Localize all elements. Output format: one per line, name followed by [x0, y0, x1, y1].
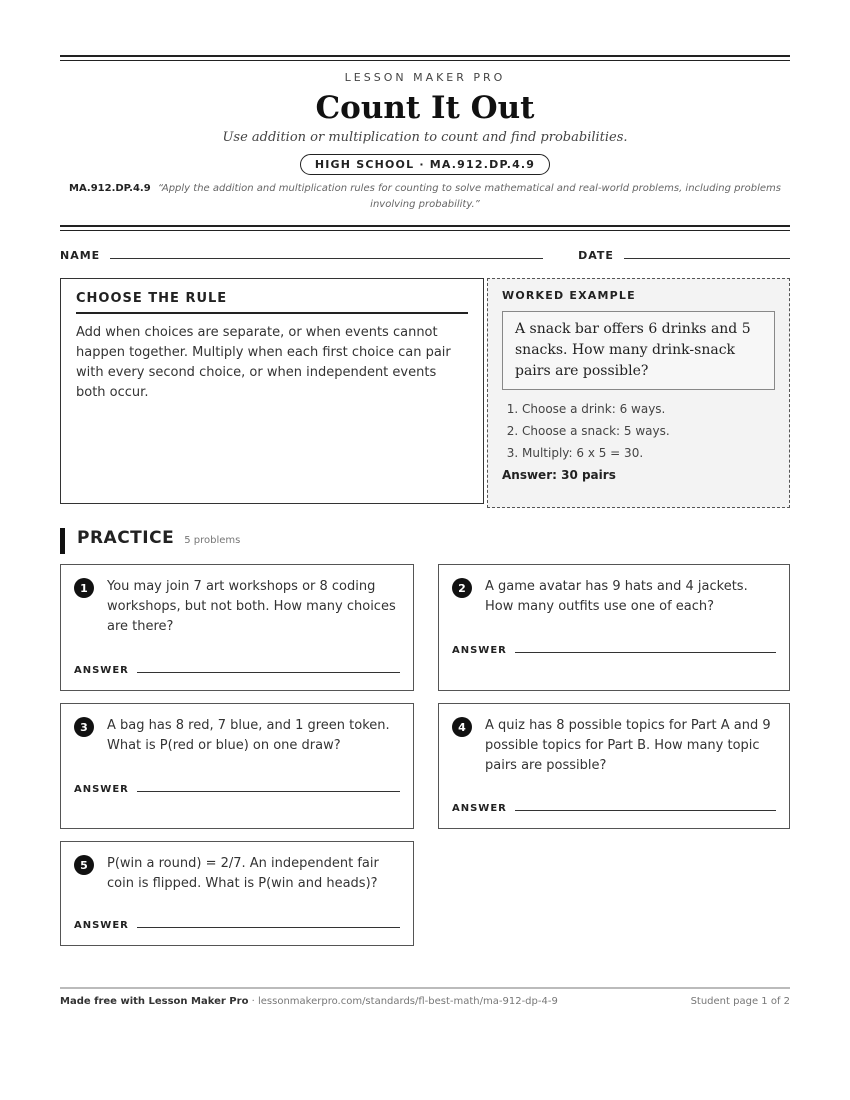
worked-example-step: 1. Choose a drink: 6 ways. [522, 398, 775, 420]
problem-card-5 [60, 841, 414, 946]
practice-grid [60, 564, 790, 964]
answer-label: ANSWER [74, 920, 129, 931]
problem-number: 5 [74, 855, 94, 875]
problem-text: A bag has 8 red, 7 blue, and 1 green token. What is P(red or blue) on one draw? [107, 718, 390, 753]
standard-code: MA.912.DP.4.9 [69, 183, 151, 194]
worked-example-step: 2. Choose a snack: 5 ways. [522, 420, 775, 442]
worked-example-title: WORKED EXAMPLE [502, 289, 636, 302]
worked-example-problem: A snack bar offers 6 drinks and 5 snacks. How many drink-snack pairs are possible? [502, 311, 775, 390]
brand-name: LESSON MAKER PRO [344, 71, 506, 84]
standard-text: “Apply the addition and multiplication rules for counting to solve mathematical and real-world problems, including problems involving probability.” [157, 183, 781, 210]
problem-number: 3 [74, 717, 94, 737]
problem-text: You may join 7 art workshops or 8 coding workshops, but not both. How many choices are there? [107, 579, 396, 634]
choose-rule-text: Add when choices are separate, or when events cannot happen together. Multiply when each first choice can pair with every second choice, or when independent events both occur. [76, 325, 451, 400]
problem-number: 2 [452, 578, 472, 598]
answer-field[interactable] [515, 652, 776, 653]
problem-number: 1 [74, 578, 94, 598]
footer-page-number: Student page 1 of 2 [690, 996, 790, 1007]
problem-card-4 [438, 703, 790, 829]
page-footer [60, 987, 790, 1007]
answer-label: ANSWER [452, 803, 507, 814]
header-bottom-rule [60, 225, 790, 231]
worked-example-steps [502, 398, 775, 464]
footer-url[interactable]: · lessonmakerpro.com/standards/fl-best-math/ma-912-dp-4-9 [248, 996, 558, 1007]
problem-text: A game avatar has 9 hats and 4 jackets. How many outfits use one of each? [485, 579, 748, 614]
footer-credit [60, 996, 558, 1007]
practice-count: 5 problems [184, 535, 241, 546]
worked-example-step: 3. Multiply: 6 x 5 = 30. [522, 442, 775, 464]
problem-card-2 [438, 564, 790, 691]
problem-number: 4 [452, 717, 472, 737]
footer-made-with: Made free with Lesson Maker Pro [60, 996, 249, 1007]
answer-label: ANSWER [74, 784, 129, 795]
problem-text: A quiz has 8 possible topics for Part A and 9 possible topics for Part B. How many topic pairs are possible? [485, 718, 771, 773]
answer-field[interactable] [137, 791, 400, 792]
page-subtitle: Use addition or multiplication to count and find probabilities. [222, 130, 628, 145]
answer-field[interactable] [137, 927, 400, 928]
date-label: DATE [578, 249, 614, 262]
choose-rule-title: CHOOSE THE RULE [76, 291, 468, 314]
problem-card-1 [60, 564, 414, 691]
answer-label: ANSWER [452, 645, 507, 656]
name-date-row [60, 249, 790, 262]
practice-title: PRACTICE [77, 528, 175, 548]
page-title: Count It Out [315, 90, 535, 126]
choose-rule-box [60, 278, 484, 504]
problem-card-3 [60, 703, 414, 829]
answer-field[interactable] [137, 672, 400, 673]
worked-example-answer: Answer: 30 pairs [502, 468, 616, 482]
practice-header [60, 528, 790, 554]
standard-description [60, 181, 790, 213]
date-field[interactable] [624, 257, 790, 259]
answer-field[interactable] [515, 810, 776, 811]
level-badge: HIGH SCHOOL · MA.912.DP.4.9 [300, 154, 550, 175]
name-label: NAME [60, 249, 101, 262]
worked-example-box [487, 278, 790, 508]
name-field[interactable] [110, 257, 543, 259]
problem-text: P(win a round) = 2/7. An independent fair coin is flipped. What is P(win and heads)? [107, 856, 379, 891]
worksheet-page [60, 55, 790, 964]
answer-label: ANSWER [74, 665, 129, 676]
header-top-rule [60, 55, 790, 61]
